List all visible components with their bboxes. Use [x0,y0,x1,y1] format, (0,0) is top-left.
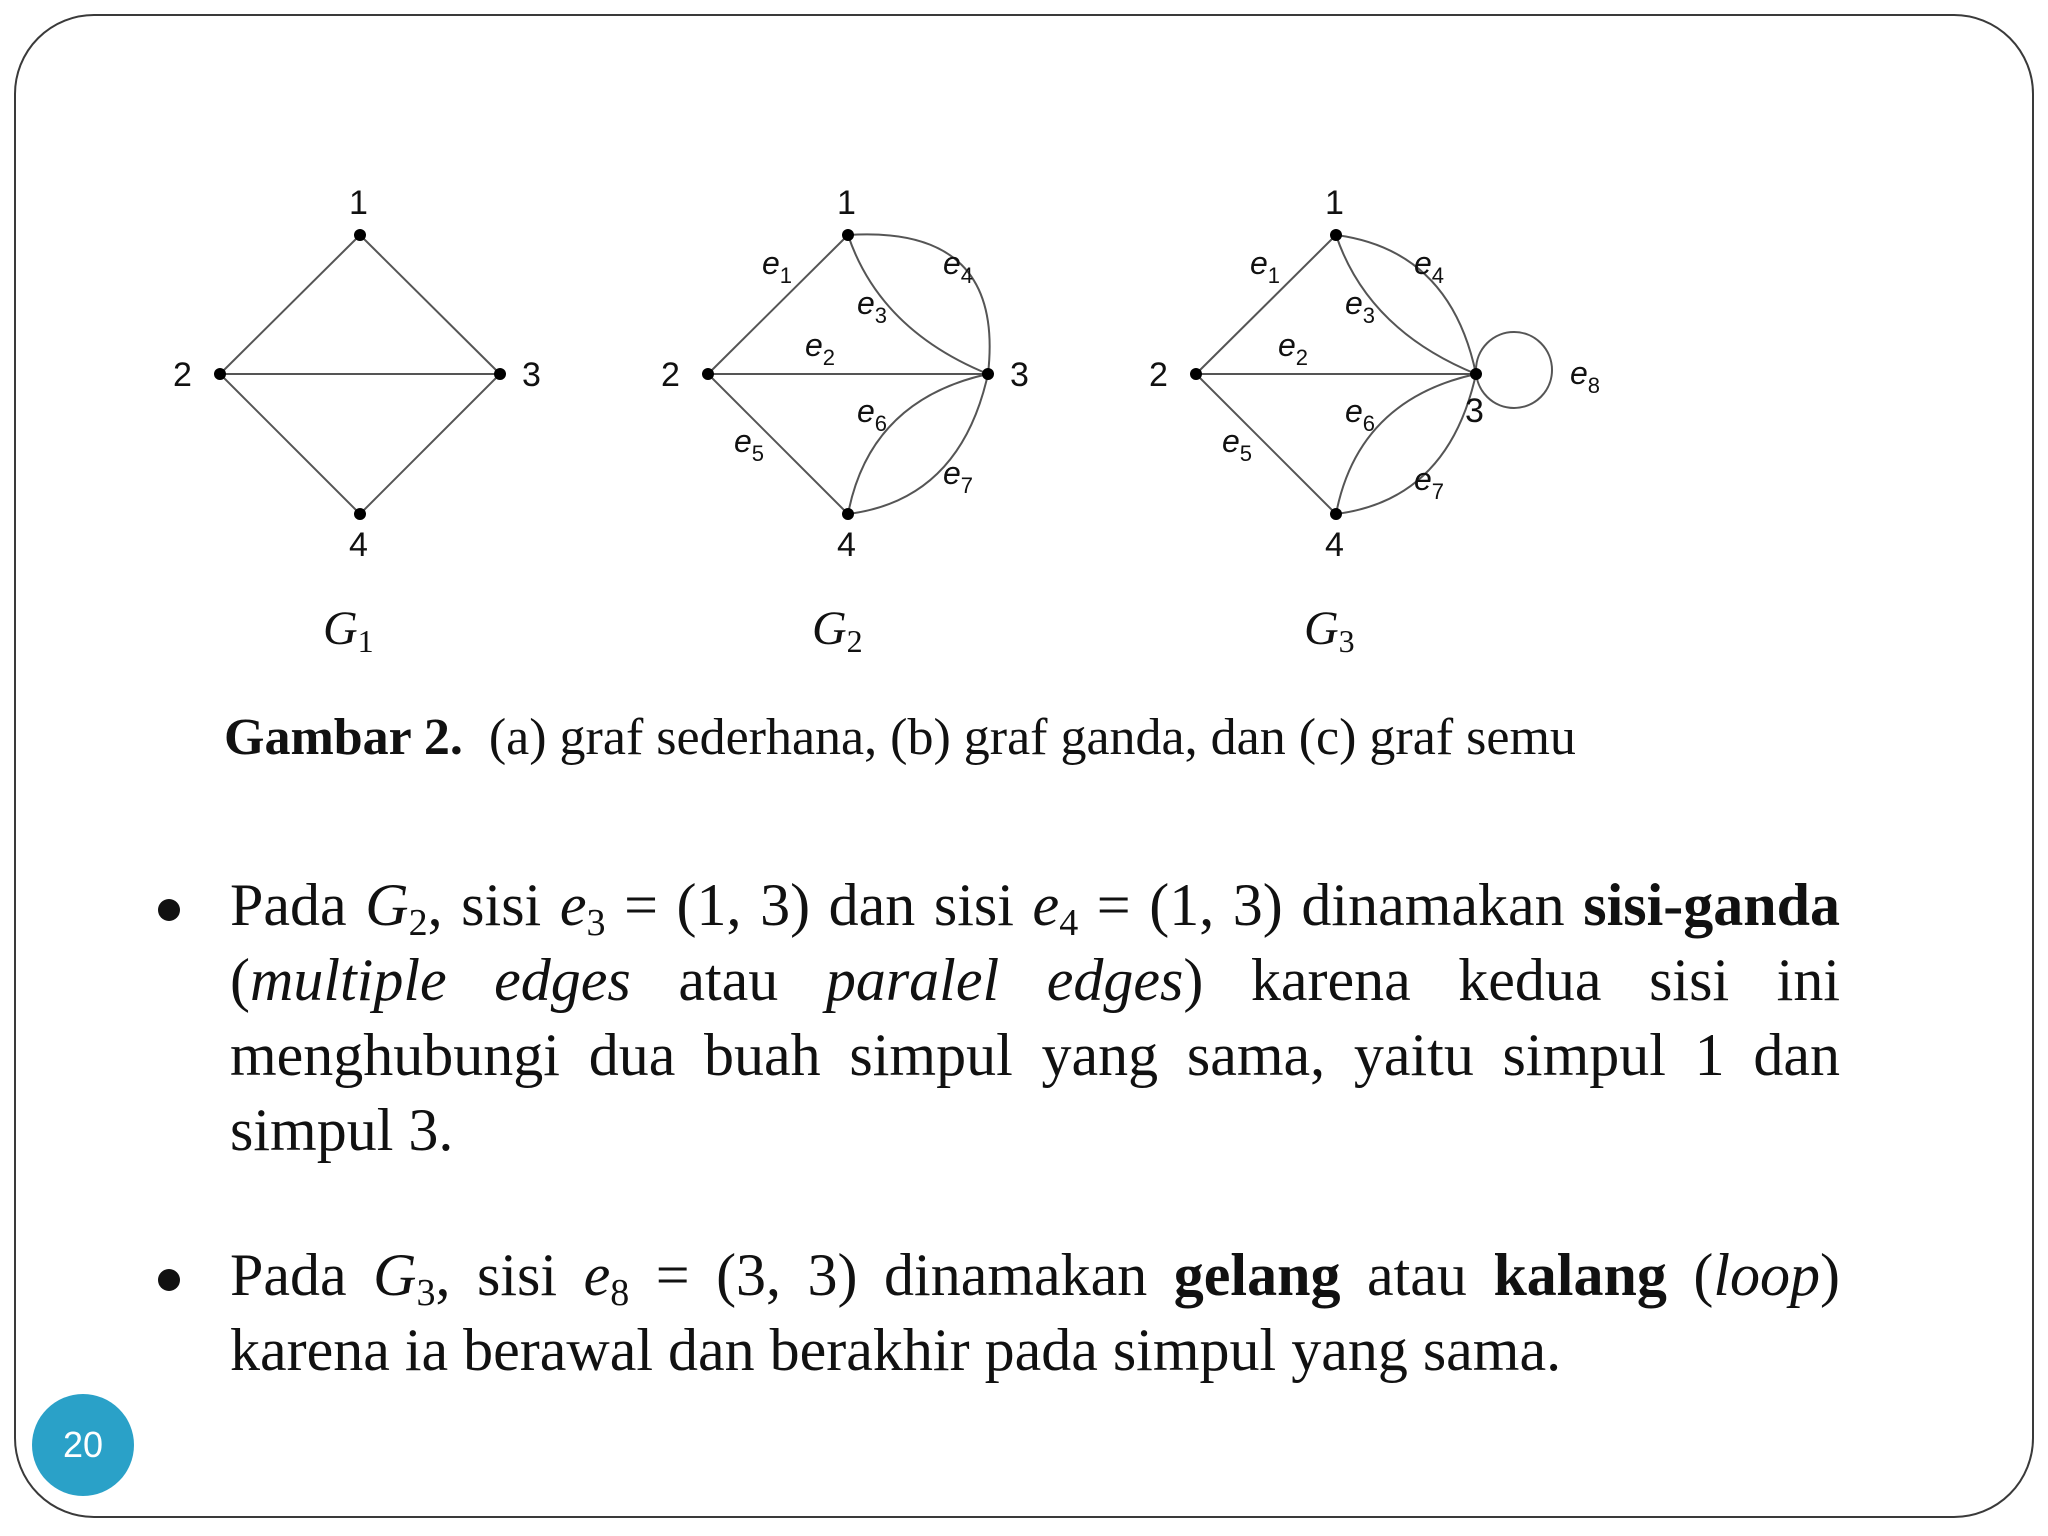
text-run: , sisi [427,872,560,938]
math-subscript: 2 [408,902,428,944]
g3-edge-label-e5: e5 [1222,423,1253,466]
g3-label-2: 2 [1149,356,1168,394]
text-run: = (3, 3) dinamakan [629,1242,1174,1308]
g2-label-4: 4 [837,526,856,564]
g3-edge-e5 [1196,374,1336,514]
graph-figure [0,0,2048,760]
g3-label-1: 1 [1325,184,1344,222]
math-subscript: 3 [586,902,606,944]
term-bold: gelang [1173,1242,1341,1308]
g1-label-4: 4 [349,526,368,564]
text-run: , sisi [435,1242,584,1308]
bullet-item-loop [150,1238,1840,1388]
g3-edge-label-e2: e2 [1278,327,1309,370]
g1-vertex-2 [214,368,226,380]
math-subscript: 3 [416,1272,436,1314]
text-run: Pada [230,872,366,938]
bullet-list [150,868,1840,1388]
text-run: = (1, 3) dan sisi [605,872,1033,938]
g2-edge-label-e1: e1 [762,245,793,288]
g2-vertex-3 [982,368,994,380]
g2-label-2: 2 [661,356,680,394]
term-bold: sisi-ganda [1583,872,1840,938]
text-run: Pada [230,1242,374,1308]
g1-label-1: 1 [349,184,368,222]
caption-text: (a) graf sederhana, (b) graf ganda, dan (c) graf semu [488,709,1576,766]
graph-g2 [661,184,1029,659]
g3-edge-label-e6: e6 [1345,393,1376,436]
term-italic: loop [1713,1242,1821,1308]
g2-label-1: 1 [837,184,856,222]
math-subscript: 4 [1059,902,1079,944]
math-symbol: G [373,1242,417,1308]
g3-name: G3 [1304,602,1355,659]
text-run: atau [1340,1242,1494,1308]
g3-edge-e8-loop [1476,332,1552,408]
math-symbol: G [365,872,409,938]
g2-name: G2 [812,602,863,659]
g3-vertex-2 [1190,368,1202,380]
g2-edge-label-e7: e7 [943,455,974,498]
graph-g1 [173,184,541,659]
g1-edge-1-2 [220,235,360,374]
text-run: ( [1666,1242,1714,1308]
g3-edge-label-e3: e3 [1345,285,1376,328]
bullet-dot-icon [158,1269,180,1291]
graph-g3 [1149,184,1600,659]
math-subscript: 8 [610,1272,630,1314]
g2-vertex-4 [842,508,854,520]
g1-label-3: 3 [522,356,541,394]
g3-vertex-4 [1330,508,1342,520]
g2-edge-label-e2: e2 [805,327,836,370]
bullet-dot-icon [158,899,180,921]
g2-vertex-1 [842,229,854,241]
g2-edge-e5 [708,374,848,514]
g3-vertex-3 [1470,368,1482,380]
g1-edge-1-3 [360,235,500,374]
caption-label: Gambar 2. [224,709,463,766]
text-run: ( [230,947,250,1013]
term-italic: multiple edges [249,947,631,1013]
g2-edge-label-e5: e5 [734,423,765,466]
g3-label-3: 3 [1465,392,1484,430]
g3-label-4: 4 [1325,526,1344,564]
term-italic: paralel edges [825,947,1184,1013]
g3-edge-label-e1: e1 [1250,245,1281,288]
g2-edge-label-e6: e6 [857,393,888,436]
term-bold: kalang [1493,1242,1667,1308]
g2-edge-label-e3: e3 [857,285,888,328]
g1-edge-2-4 [220,374,360,514]
g2-label-3: 3 [1010,356,1029,394]
figure-caption [224,708,1576,767]
text-run: ) karena ia berawal dan berakhir pada simpul yang sama. [230,1242,1841,1383]
math-symbol: e [1032,872,1060,938]
g3-edge-label-e7: e7 [1414,461,1445,504]
bullet-item-multiple-edges [150,868,1840,1168]
g2-vertex-2 [702,368,714,380]
g1-name: G1 [323,602,374,659]
g1-vertex-4 [354,508,366,520]
text-run: atau [630,947,826,1013]
g1-vertex-1 [354,229,366,241]
math-symbol: e [583,1242,611,1308]
page-number-badge: 20 [32,1394,134,1496]
g3-edge-label-e8: e8 [1570,355,1601,398]
g2-edge-label-e4: e4 [943,245,974,288]
text-run: ) karena kedua sisi ini menghubungi dua buah simpul yang sama, yaitu simpul 1 dan simpul 3. [230,947,1840,1163]
text-run: = (1, 3) dinamakan [1078,872,1584,938]
math-symbol: e [559,872,587,938]
g1-label-2: 2 [173,356,192,394]
g1-edge-3-4 [360,374,500,514]
g3-edge-label-e4: e4 [1414,245,1445,288]
g1-vertex-3 [494,368,506,380]
g3-vertex-1 [1330,229,1342,241]
